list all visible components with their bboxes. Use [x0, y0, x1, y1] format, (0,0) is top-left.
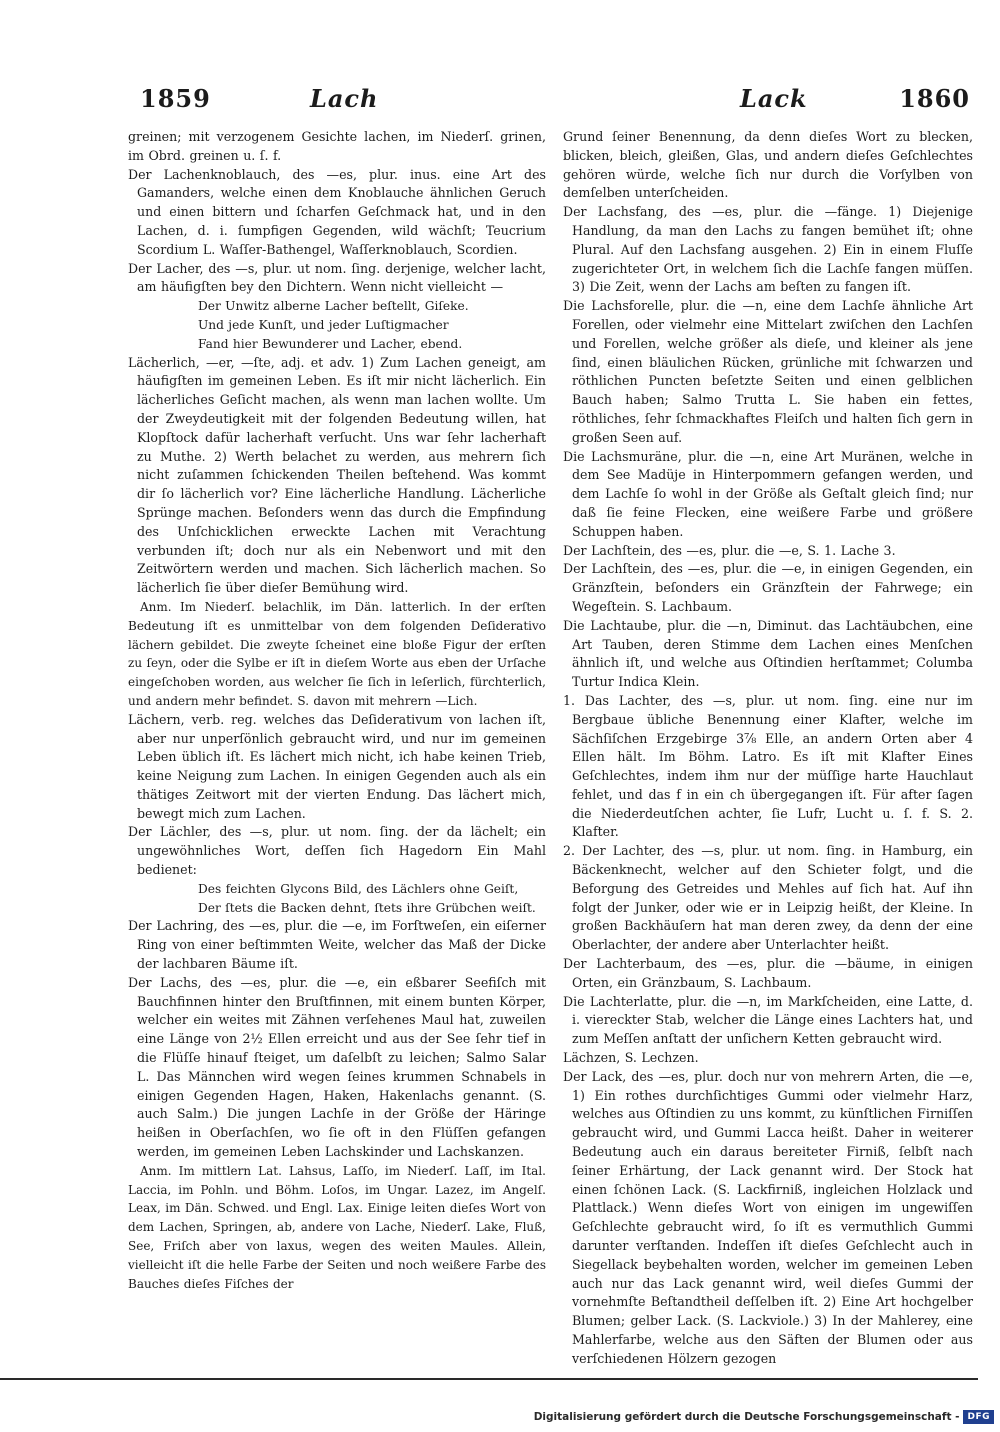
dictionary-entry: Der Lachſtein, des —es, plur. die —e, S. 1. Lache 3. — [563, 542, 896, 558]
dictionary-entry: Der Lachterbaum, des —es, plur. die —bäume, in einigen Orten, ein Gränzbaum, S. Lachbaum. — [563, 956, 973, 990]
footer-credit: Digitalisierung gefördert durch die Deutsche Forschungsgemeinschaft - — [533, 1411, 960, 1423]
annotation-paragraph: Anm. Im Niederſ. belachlik, im Dän. latterlich. In der erſten Bedeutung iſt es unmittelbar von dem folgenden Deſiderativo lächern gebildet. Die zweyte ſcheinet eine bloße Figur der erſten zu ſeyn, oder die Sylbe er iſt in dieſem Worte aus eben der Urſache eingeſchoben worden, aus welcher ſie ſich in leſerlich, fürchterlich, und andern mehr befindet. S. davon mit mehrern —Lich. — [128, 599, 546, 708]
left-catchword: Lach — [310, 84, 379, 113]
page-header — [140, 84, 970, 124]
quotation-line: Fand hier Bewunderer und Lacher, ebend. — [198, 336, 463, 351]
dictionary-entry: Der Lachſtein, des —es, plur. die —e, in einigen Gegenden, ein Gränzſtein, beſonders ein Gränzſtein der Fahrwege; ein Wegeſtein. S. Lachbaum. — [563, 561, 973, 614]
dictionary-entry: Der Lachring, des —es, plur. die —e, im Forſtweſen, ein eiſerner Ring von einer beſtimmten Weite, welcher das Maß der Dicke der lachbaren Bäume iſt. — [128, 918, 546, 972]
dictionary-entry: Lächerlich, —er, —ſte, adj. et adv. 1) Zum Lachen geneigt, am häufigſten im gemeinen Leben. Es iſt mir nicht lächerlich. Ein lächerliches Geſicht machen, als wenn man lachen wollte. Um der Zweydeutigkeit mit der folgenden Bedeutung willen, hat Klopſtock dafür lacherhaft verſucht. Uns war ſehr lacherhaft zu Muthe. 2) Werth belachet zu werden, aus mehrern ſich nicht zuſammen ſchickenden Theilen beſtehend. Was kommt dir ſo lächerlich vor? Eine lächerliche Handlung. Lächerliche Sprünge machen. Beſonders wenn das durch die Empfindung des Unſchicklichen erweckte Lachen mit Verachtung verbunden iſt; doch nur als ein Nebenwort und mit den Zeitwörtern werden und machen. Sich lächerlich machen. So lächerlich ſie über dieſer Bemühung wird. — [128, 354, 546, 596]
dictionary-entry: Der Lachs, des —es, plur. die —e, ein eßbarer Seefiſch mit Bauchfinnen hinter den Bruſtfinnen, mit einem bunten Körper, welcher ein weites mit Zähnen verſehenes Maul hat, zuweilen eine Länge von 2½ Ellen erreicht und aus der See ſehr tief in die Flüſſe hinauf ſteiget, um daſelbſt zu leichen; Salmo Salar L. Das Männchen wird wegen ſeines krummen Schnabels in einigen Gegenden Hagen, Haken, Hakenlachs genannt. (S. auch Salm.) Die jungen Lachſe in der Größe der Häringe heißen in Oberſachſen, wo ſie oft in den Flüſſen gefangen werden, im gemeinen Leben Lachskinder und Lachskanzen. — [128, 974, 546, 1160]
quotation-line: Der ſtets die Backen dehnt, ſtets ihre Grübchen weiſt. — [198, 900, 536, 915]
bottom-rule — [0, 1378, 978, 1380]
left-page-number: 1859 — [140, 84, 211, 113]
dictionary-entry: Grund ſeiner Benennung, da denn dieſes Wort zu blecken, blicken, bleich, gleißen, Glas, und andern dieſes Geſchlechtes gehören würde, welche ſich nur durch die Vorſylben von demſelben unterſcheiden. — [563, 129, 973, 201]
right-page-number: 1860 — [899, 84, 970, 113]
dictionary-entry: Der Lack, des —es, plur. doch nur von mehrern Arten, die —e, 1) Ein rothes durchſichtiges Gummi oder vielmehr Harz, welches aus Oſtindien zu uns kommt, zu künſtlichen Firniſſen gebraucht wird, und Gummi Lacca heißt. Daher in weiterer Bedeutung auch ein daraus bereiteter Firniß, ſelbſt nach ſeiner Erhärtung, der Lack genannt wird. Der Stock hat einen ſchönen Lack. (S. Lackfirniß, ingleichen Holzlack und Plattlack.) Wenn dieſes Wort von einigen im ungewiſſen Geſchlechte gebraucht wird, ſo iſt es vermuthlich Gummi darunter verſtanden. Indeſſen iſt dieſes Geſchlecht auch in Siegellack beybehalten worden, welcher im gemeinen Leben auch nur das Lack genannt wird, weil dieſes Gummi der vornehmſte Beſtandtheil deſſelben iſt. 2) Eine Art hochgelber Blumen; gelber Lack. (S. Lackviole.) 3) In der Mahlerey, eine Mahlerfarbe, welche aus den Säften der Blumen oder aus verſchiedenen Hölzern gezogen — [563, 1068, 973, 1366]
dictionary-entry: Die Lachsforelle, plur. die —n, eine dem Lachſe ähnliche Art Forellen, oder vielmehr eine Mittelart zwiſchen den Lachſen und Forellen, welche größer als dieſe, und kleiner als jene ſind, einen bläulichen Rücken, grünliche mit ſchwarzen und röthlichen Puncten beſetzte Seiten und einen gelblichen Bauch haben; Salmo Trutta L. Sie haben ein fettes, röthliches, ſehr ſchmackhaftes Fleiſch und halten ſich gern in großen Seen auf. — [563, 298, 973, 445]
dictionary-entry: Die Lachtaube, plur. die —n, Diminut. das Lachtäubchen, eine Art Tauben, deren Stimme dem Lachen eines Menſchen ähnlich iſt, und welche aus Oſtindien herſtammet; Columba Turtur Indica Klein. — [563, 617, 973, 690]
dictionary-entry: Der Lachenknoblauch, des —es, plur. inus. eine Art des Gamanders, welche einen dem Knoblauche ähnlichen Geruch und einen bittern und ſcharfen Geſchmack hat, und in den Lachen, d. i. ſumpfigen Gegenden, wild wächſt; Teucrium Scordium L. Waſſer-Bathengel, Waſſerknoblauch, Scordien. — [128, 166, 546, 257]
quotation-line: Des feichten Glycons Bild, des Lächlers ohne Geiſt, — [198, 881, 519, 896]
dictionary-entry: 2. Der Lachter, des —s, plur. ut nom. ſing. in Hamburg, ein Bäckenknecht, welcher auf den Schieter folgt, und die Beforgung des Getreides und Mehles auf ſich hat. Auf ihn folgt der Junker, oder wie er in Leipzig heißt, der Kleine. In großen Backhäuſern hat man deren zwey, da denn der eine Oberlachter, der andere aber Unterlachter heißt. — [563, 843, 973, 953]
right-column — [563, 128, 973, 1366]
dictionary-entry: Lächern, verb. reg. welches das Deſiderativum von lachen iſt, aber nur unperſönlich gebraucht wird, und nur im gemeinen Leben üblich iſt. Es lächert mich nicht, ich habe keinen Trieb, keine Neigung zum Lachen. In einigen Gegenden auch als ein thätiges Zeitwort mit der vierten Endung. Das lächert mich, bewegt mich zum Lachen. — [128, 711, 546, 821]
dictionary-entry: Lächzen, S. Lechzen. — [563, 1050, 699, 1066]
footer — [534, 1407, 994, 1427]
dictionary-entry: Der Lächler, des —s, plur. ut nom. ſing. der da lächelt; ein ungewöhnliches Wort, deſſen ſich Hagedorn Ein Mahl bedienet: — [128, 824, 546, 878]
dictionary-entry: Die Lachsmuräne, plur. die —n, eine Art Muränen, welche in dem See Madüje in Hinterpommern gefangen werden, und dem Lachſe ſo wohl in der Größe als Geſtalt gleich ſind; nur daß ſie feine Flecken, eine weißere Farbe und größere Schuppen haben. — [563, 448, 973, 539]
dictionary-entry: Die Lachterlatte, plur. die —n, im Markſcheiden, eine Latte, d. i. viereckter Stab, welcher die Länge eines Lachters hat, und zum Meſſen anſtatt der unſichern Ketten gebraucht wird. — [563, 993, 973, 1047]
right-catchword: Lack — [740, 84, 808, 113]
dictionary-entry: greinen; mit verzogenem Gesichte lachen, im Niederſ. grinen, im Obrd. greinen u. ſ. f. — [128, 129, 546, 163]
annotation-paragraph: Anm. Im mittlern Lat. Lahsus, Laſſo, im Niederſ. Laſſ, im Ital. Laccia, im Pohln. und Böhm. Loſos, im Ungar. Lazez, im Angelſ. Leax, im Dän. Schwed. und Engl. Lax. Einige leiten dieſes Wort von dem Lachen, Springen, ab, andere von Lache, Niederſ. Lake, Fluß, See, Friſch aber von laxus, wegen des weiten Maules. Allein, vielleicht iſt die helle Farbe der Seiten und noch weißere Farbe des Bauches dieſes Fiſches der — [128, 1163, 546, 1291]
quotation-line: Und jede Kunſt, und jeder Luſtigmacher — [198, 317, 449, 332]
dfg-logo-icon: DFG — [963, 1410, 994, 1424]
left-column — [128, 128, 546, 1291]
dictionary-entry: Der Lachsfang, des —es, plur. die —fänge. 1) Diejenige Handlung, da man den Lachs zu fangen bemühet iſt; ohne Plural. Auf den Lachsfang ausgehen. 2) Ein in einem Fluſſe zugerichteter Ort, in welchem ſich die Lachſe fangen müſſen. 3) Die Zeit, wenn der Lachs am beſten zu fangen iſt. — [563, 204, 973, 295]
dictionary-entry: 1. Das Lachter, des —s, plur. ut nom. ſing. eine nur im Bergbaue übliche Benennung einer Klafter, welche im Sächſiſchen Erzgebirge 3⅞ Elle, an andern Orten aber 4 Ellen hält. Im Böhm. Latro. Es iſt mit Klafter Eines Geſchlechtes, indem ihm nur der müſſige harte Hauchlaut fehlet, und das f in ein ch übergegangen iſt. Für after ſagen die Niederdeutſchen achter, ſie Lufr, Lucht u. ſ. f. S. 2. Klafter. — [563, 692, 973, 840]
dictionary-entry: Der Lacher, des —s, plur. ut nom. ſing. derjenige, welcher lacht, am häufigſten bey den Dichtern. Wenn nicht vielleicht — — [128, 260, 546, 295]
quotation-line: Der Unwitz alberne Lacher beſtellt, Giſeke. — [198, 299, 469, 314]
